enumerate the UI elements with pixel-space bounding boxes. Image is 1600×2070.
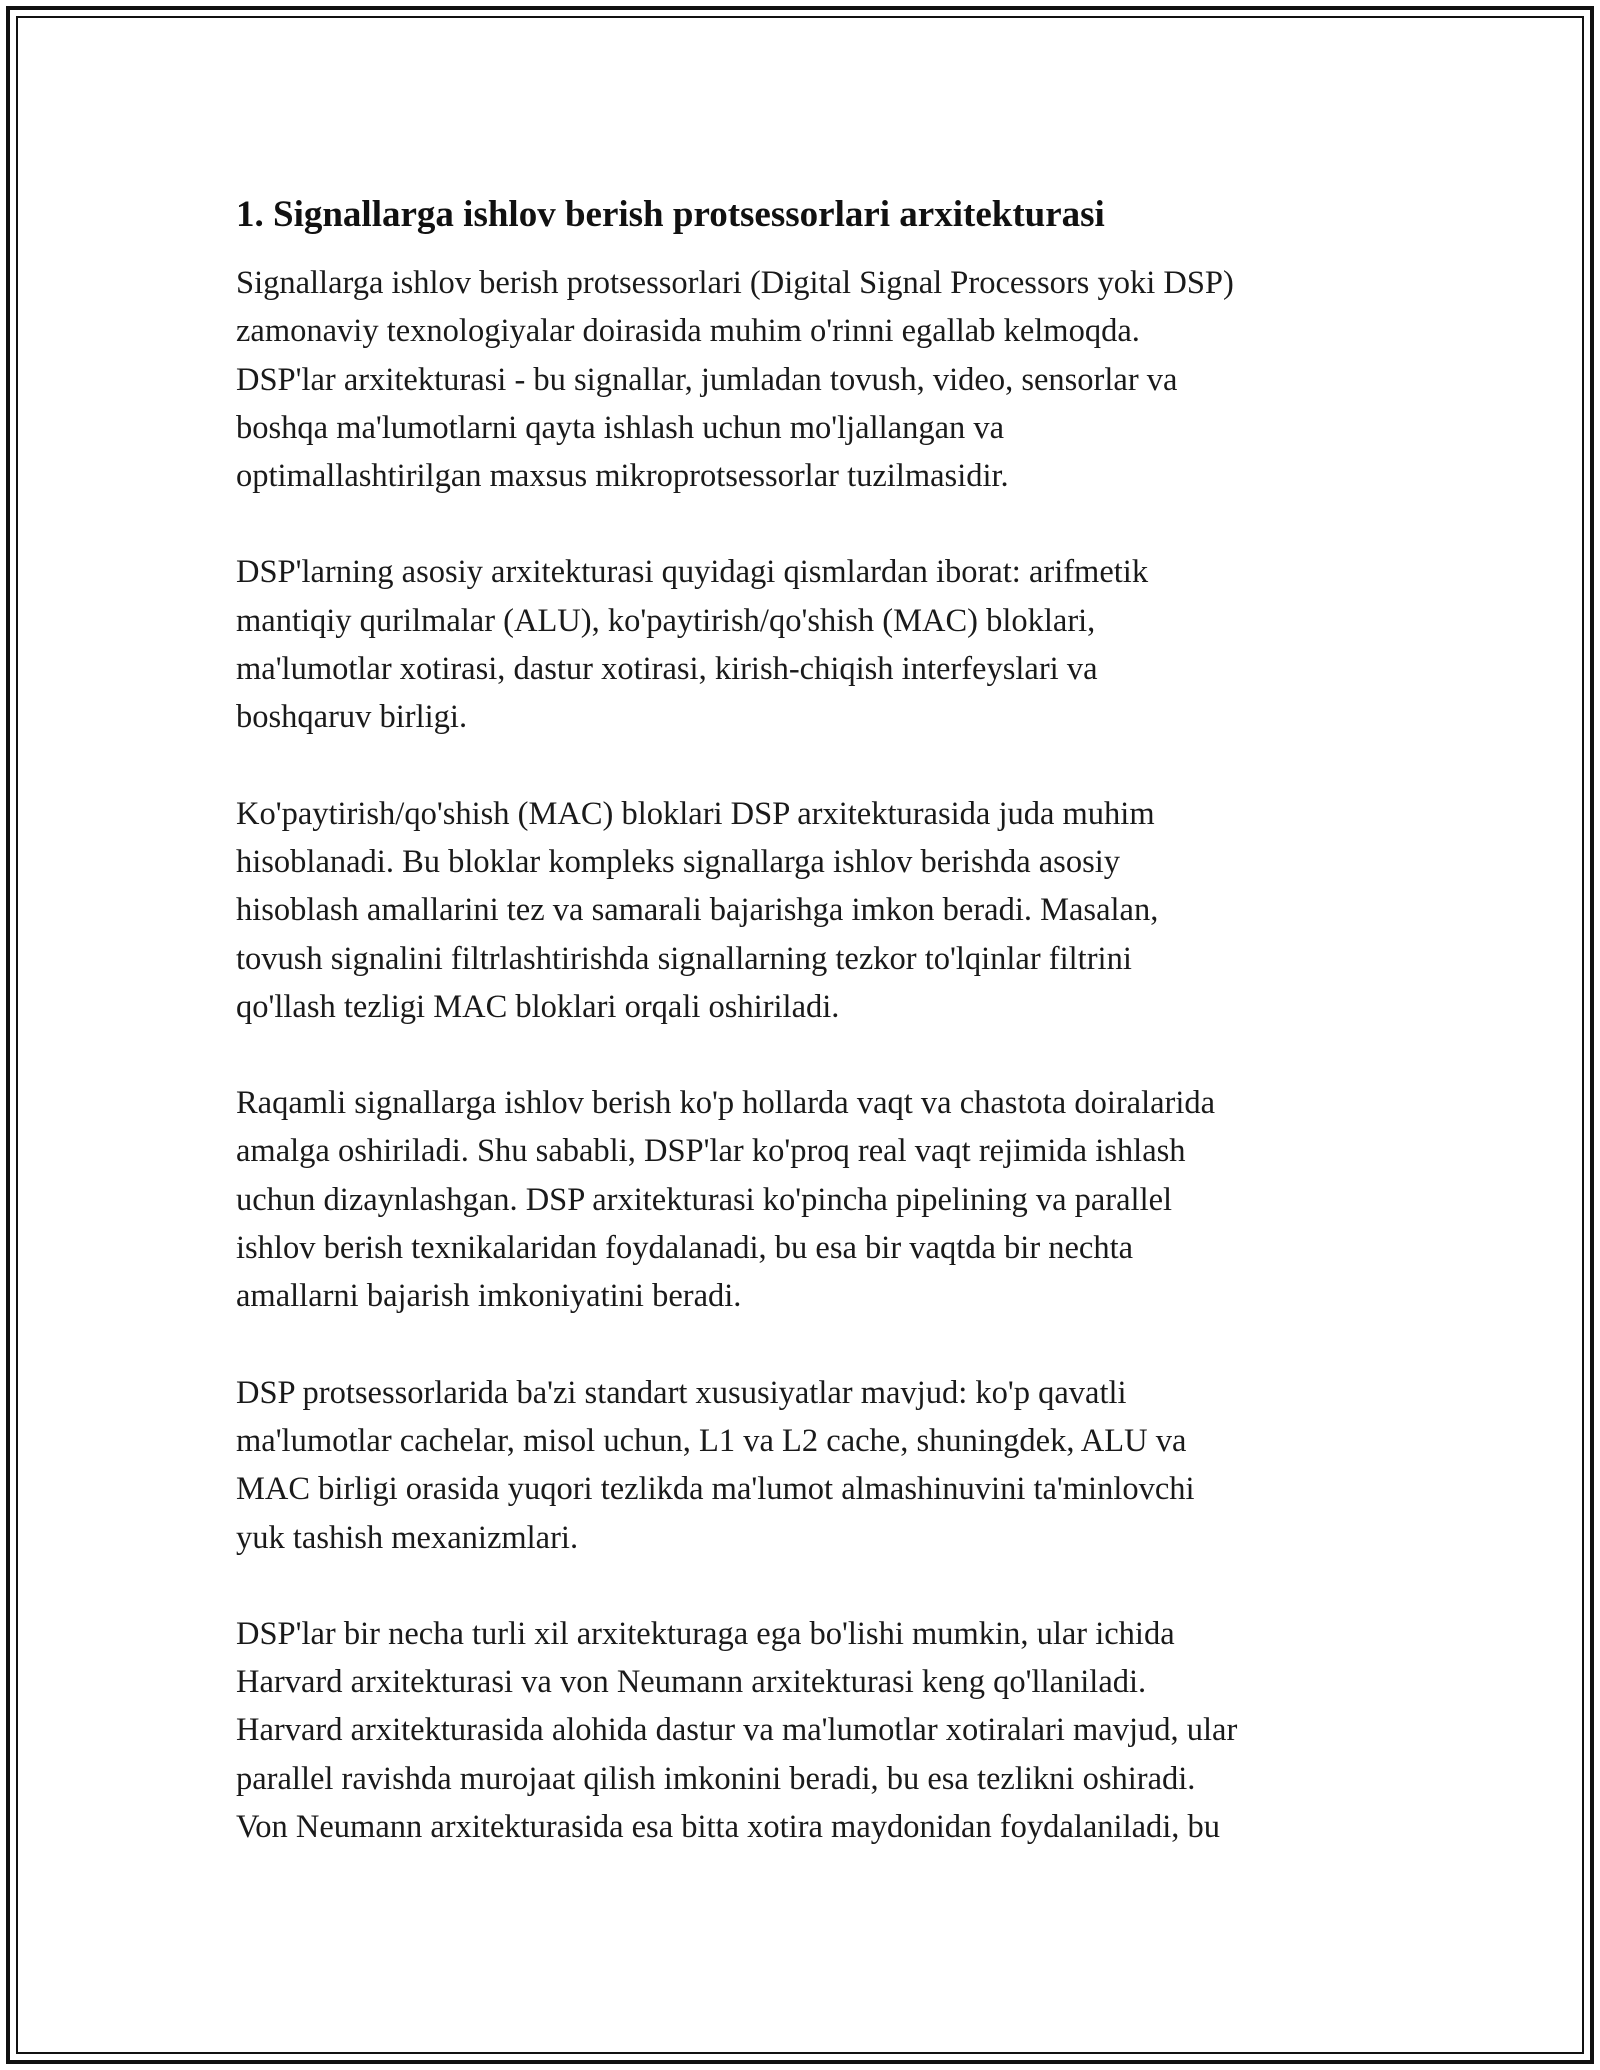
- text-line: Harvard arxitekturasida alohida dastur va ma'lumotlar xotiralari mavjud, ular: [236, 1712, 1238, 1749]
- text-line: DSP protsessorlarida ba'zi standart xususiyatlar mavjud: ko'p qavatli: [236, 1374, 1127, 1411]
- text-line: boshqa ma'lumotlarni qayta ishlash uchun mo'ljallangan va: [236, 409, 1005, 446]
- text-line: uchun dizaynlashgan. DSP arxitekturasi ko'pincha pipelining va parallel: [236, 1181, 1173, 1218]
- text-line: tovush signalini filtrlashtirishda signallarning tezkor to'lqinlar filtrini: [236, 940, 1132, 977]
- paragraph-components: [236, 548, 1376, 741]
- paragraph-real-time: [236, 1079, 1376, 1320]
- section-heading: 1. Signallarga ishlov berish protsessorlari arxitekturasi: [236, 194, 1105, 235]
- text-line: ishlov berish texnikalaridan foydalanadi, bu esa bir vaqtda bir nechta: [236, 1230, 1134, 1267]
- text-line: ma'lumotlar cachelar, misol uchun, L1 va L2 cache, shuningdek, ALU va: [236, 1422, 1187, 1459]
- text-line: Harvard arxitekturasi va von Neumann arxitekturasi keng qo'llaniladi.: [236, 1664, 1147, 1701]
- text-line: Von Neumann arxitekturasida esa bitta xotira maydonidan foydalaniladi, bu: [236, 1809, 1221, 1846]
- text-line: DSP'lar bir necha turli xil arxitekturaga ega bo'lishi mumkin, ular ichida: [236, 1615, 1175, 1652]
- paragraph-cache: [236, 1369, 1376, 1562]
- text-line: zamonaviy texnologiyalar doirasida muhim o'rinni egallab kelmoqda.: [236, 313, 1140, 350]
- text-line: Ko'paytirish/qo'shish (MAC) bloklari DSP arxitekturasida juda muhim: [236, 795, 1155, 832]
- text-line: boshqaruv birligi.: [236, 699, 468, 736]
- text-line: amallarni bajarish imkoniyatini beradi.: [236, 1278, 742, 1315]
- text-line: hisoblash amallarini tez va samarali bajarishga imkon beradi. Masalan,: [236, 892, 1159, 929]
- paragraph-intro: [236, 259, 1376, 500]
- text-line: hisoblanadi. Bu bloklar kompleks signallarga ishlov berishda asosiy: [236, 843, 1121, 880]
- text-line: MAC birligi orasida yuqori tezlikda ma'lumot almashinuvini ta'minlovchi: [236, 1471, 1195, 1508]
- text-line: ma'lumotlar xotirasi, dastur xotirasi, kirish-chiqish interfeyslari va: [236, 651, 1098, 688]
- text-line: DSP'lar arxitekturasi - bu signallar, jumladan tovush, video, sensorlar va: [236, 361, 1178, 398]
- paragraph-mac-blocks: [236, 790, 1376, 1031]
- text-line: Raqamli signallarga ishlov berish ko'p hollarda vaqt va chastota doiralarida: [236, 1085, 1216, 1122]
- text-line: yuk tashish mexanizmlari.: [236, 1519, 579, 1556]
- text-line: optimallashtirilgan maxsus mikroprotsessorlar tuzilmasidir.: [236, 458, 1009, 495]
- document-body: [236, 188, 1376, 1899]
- text-line: parallel ravishda murojaat qilish imkonini beradi, bu esa tezlikni oshiradi.: [236, 1760, 1196, 1797]
- text-line: amalga oshiriladi. Shu sababli, DSP'lar ko'proq real vaqt rejimida ishlash: [236, 1133, 1186, 1170]
- text-line: mantiqiy qurilmalar (ALU), ko'paytirish/qo'shish (MAC) bloklari,: [236, 602, 1096, 639]
- paragraph-architectures: [236, 1610, 1376, 1851]
- text-line: qo'llash tezligi MAC bloklari orqali oshiriladi.: [236, 988, 840, 1025]
- text-line: Signallarga ishlov berish protsessorlari (Digital Signal Processors yoki DSP): [236, 265, 1234, 301]
- text-line: DSP'larning asosiy arxitekturasi quyidagi qismlardan iborat: arifmetik: [236, 554, 1149, 591]
